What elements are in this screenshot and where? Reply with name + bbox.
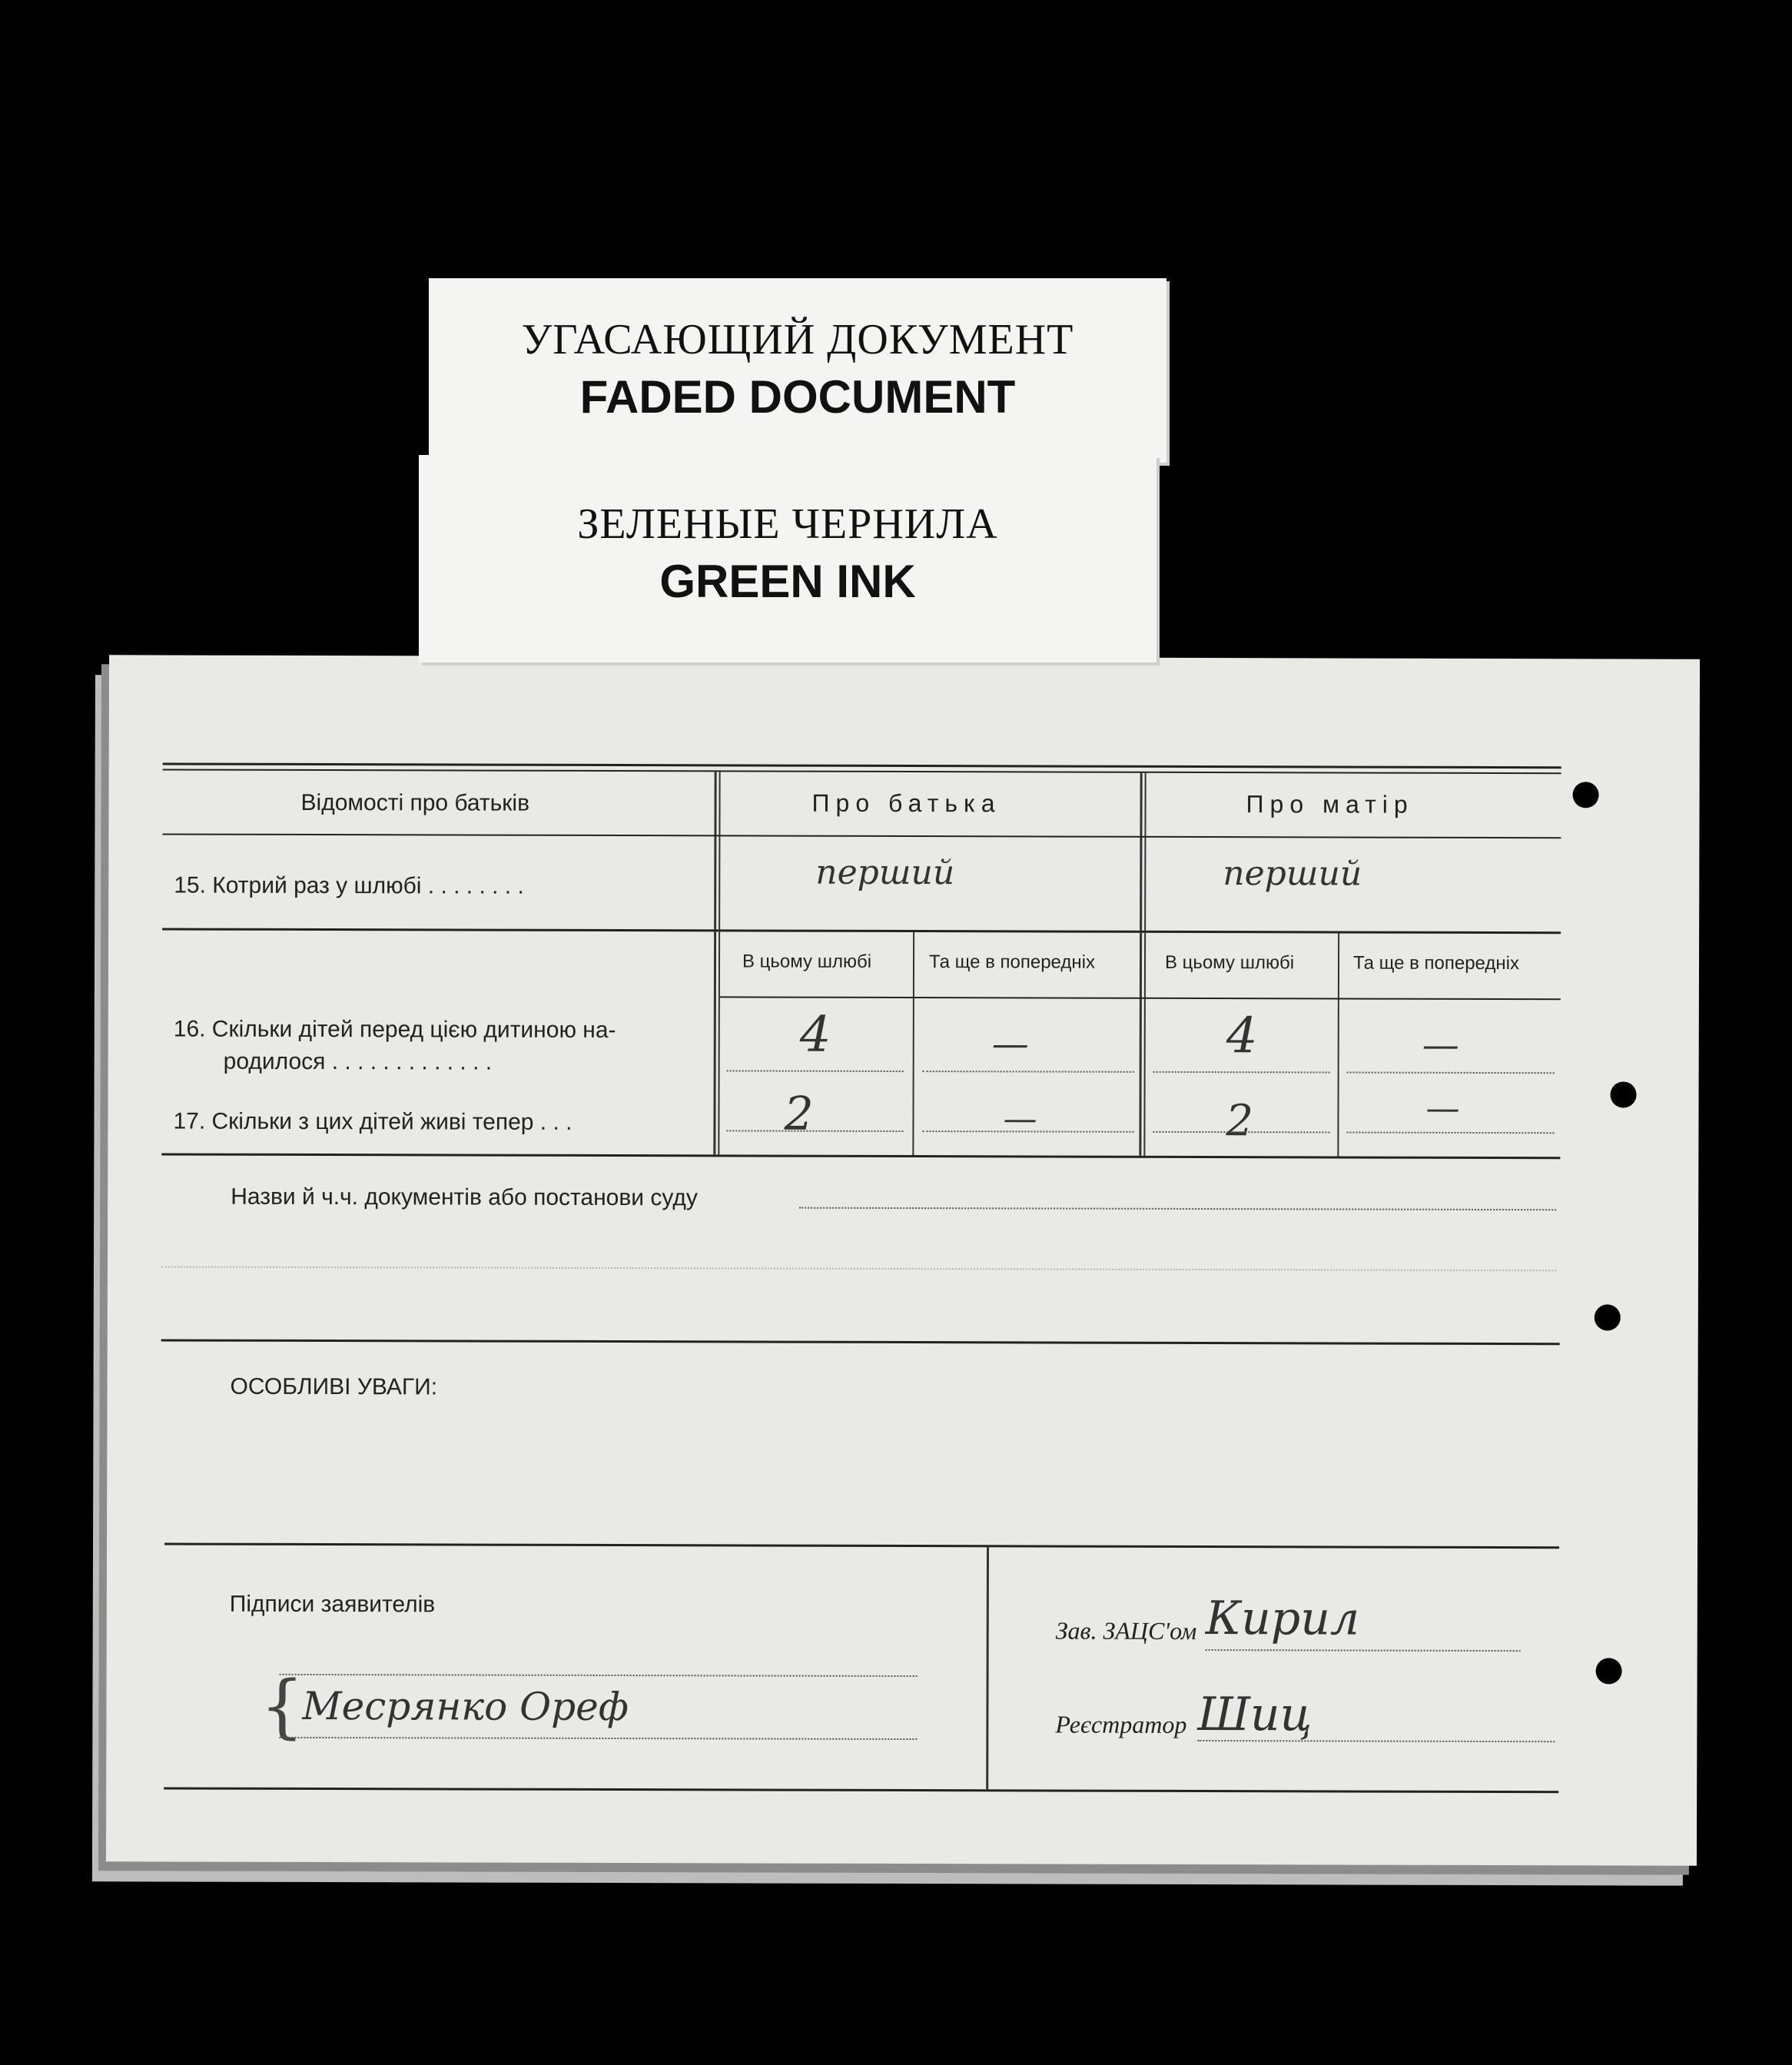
- punch-hole: [1573, 782, 1599, 808]
- faded-document-card: [429, 278, 1166, 463]
- header-father: Про батька: [811, 788, 1001, 818]
- row17-father-this: 2: [784, 1087, 814, 1141]
- row16-label-line1: 16. Скільки дітей перед цією дитиною на-: [173, 1016, 616, 1044]
- subheader-father-prev: Та ще в попередніх: [928, 951, 1096, 973]
- green-label-en: GREEN INK: [659, 556, 916, 607]
- faded-label-ru: УГАСАЮЩИЙ ДОКУМЕНТ: [521, 316, 1074, 364]
- row17-mother-prev: —: [1425, 1088, 1460, 1128]
- applicant-signature: Месрянко Ореф: [302, 1683, 629, 1730]
- row15-label: 15. Котрий раз у шлюбі . . . . . . . .: [174, 872, 524, 899]
- brace-mark: {: [260, 1665, 304, 1747]
- row16-mother-prev: —: [1422, 1023, 1459, 1067]
- header-mother: Про матір: [1246, 790, 1414, 818]
- row16-father-this: 4: [799, 1006, 831, 1064]
- punch-hole: [1611, 1081, 1637, 1107]
- subheader-mother-prev: Та ще в попередніх: [1352, 952, 1520, 974]
- documents-label: Назви й ч.ч. документів або постанови суду: [231, 1184, 698, 1211]
- registrar-signature: Шиц: [1197, 1688, 1312, 1742]
- row15-father-value: перший: [815, 852, 955, 893]
- row17-father-prev: —: [1003, 1099, 1037, 1139]
- punch-hole: [1596, 1658, 1622, 1684]
- remarks-label: ОСОБЛИВІ УВАГИ:: [230, 1373, 438, 1400]
- faded-label-en: FADED DOCUMENT: [579, 371, 1016, 423]
- head-signature: Кирил: [1205, 1592, 1360, 1646]
- head-of-registry-label: Зав. ЗАЦС'ом: [1055, 1616, 1197, 1645]
- header-parents-info: Відомості про батьків: [300, 789, 530, 816]
- row15-mother-value: перший: [1223, 854, 1362, 894]
- row16-label-line2: родилося . . . . . . . . . . . . .: [223, 1048, 493, 1075]
- row17-mother-this: 2: [1226, 1096, 1254, 1147]
- subheader-father-this: В цьому шлюбі: [742, 951, 872, 972]
- registrar-label: Реєстратор: [1055, 1710, 1187, 1738]
- applicants-label: Підписи заявителів: [229, 1591, 436, 1618]
- row16-mother-this: 4: [1226, 1008, 1258, 1065]
- punch-hole: [1595, 1304, 1621, 1330]
- document-page: [106, 655, 1700, 1865]
- green-label-ru: ЗЕЛЕНЫЕ ЧЕРНИЛА: [577, 500, 998, 548]
- subheader-mother-this: В цьому шлюбі: [1164, 951, 1295, 974]
- green-ink-card: [419, 455, 1157, 662]
- row17-label: 17. Скільки з цих дітей живі тепер . . .: [173, 1108, 572, 1135]
- row16-father-prev: —: [991, 1022, 1029, 1066]
